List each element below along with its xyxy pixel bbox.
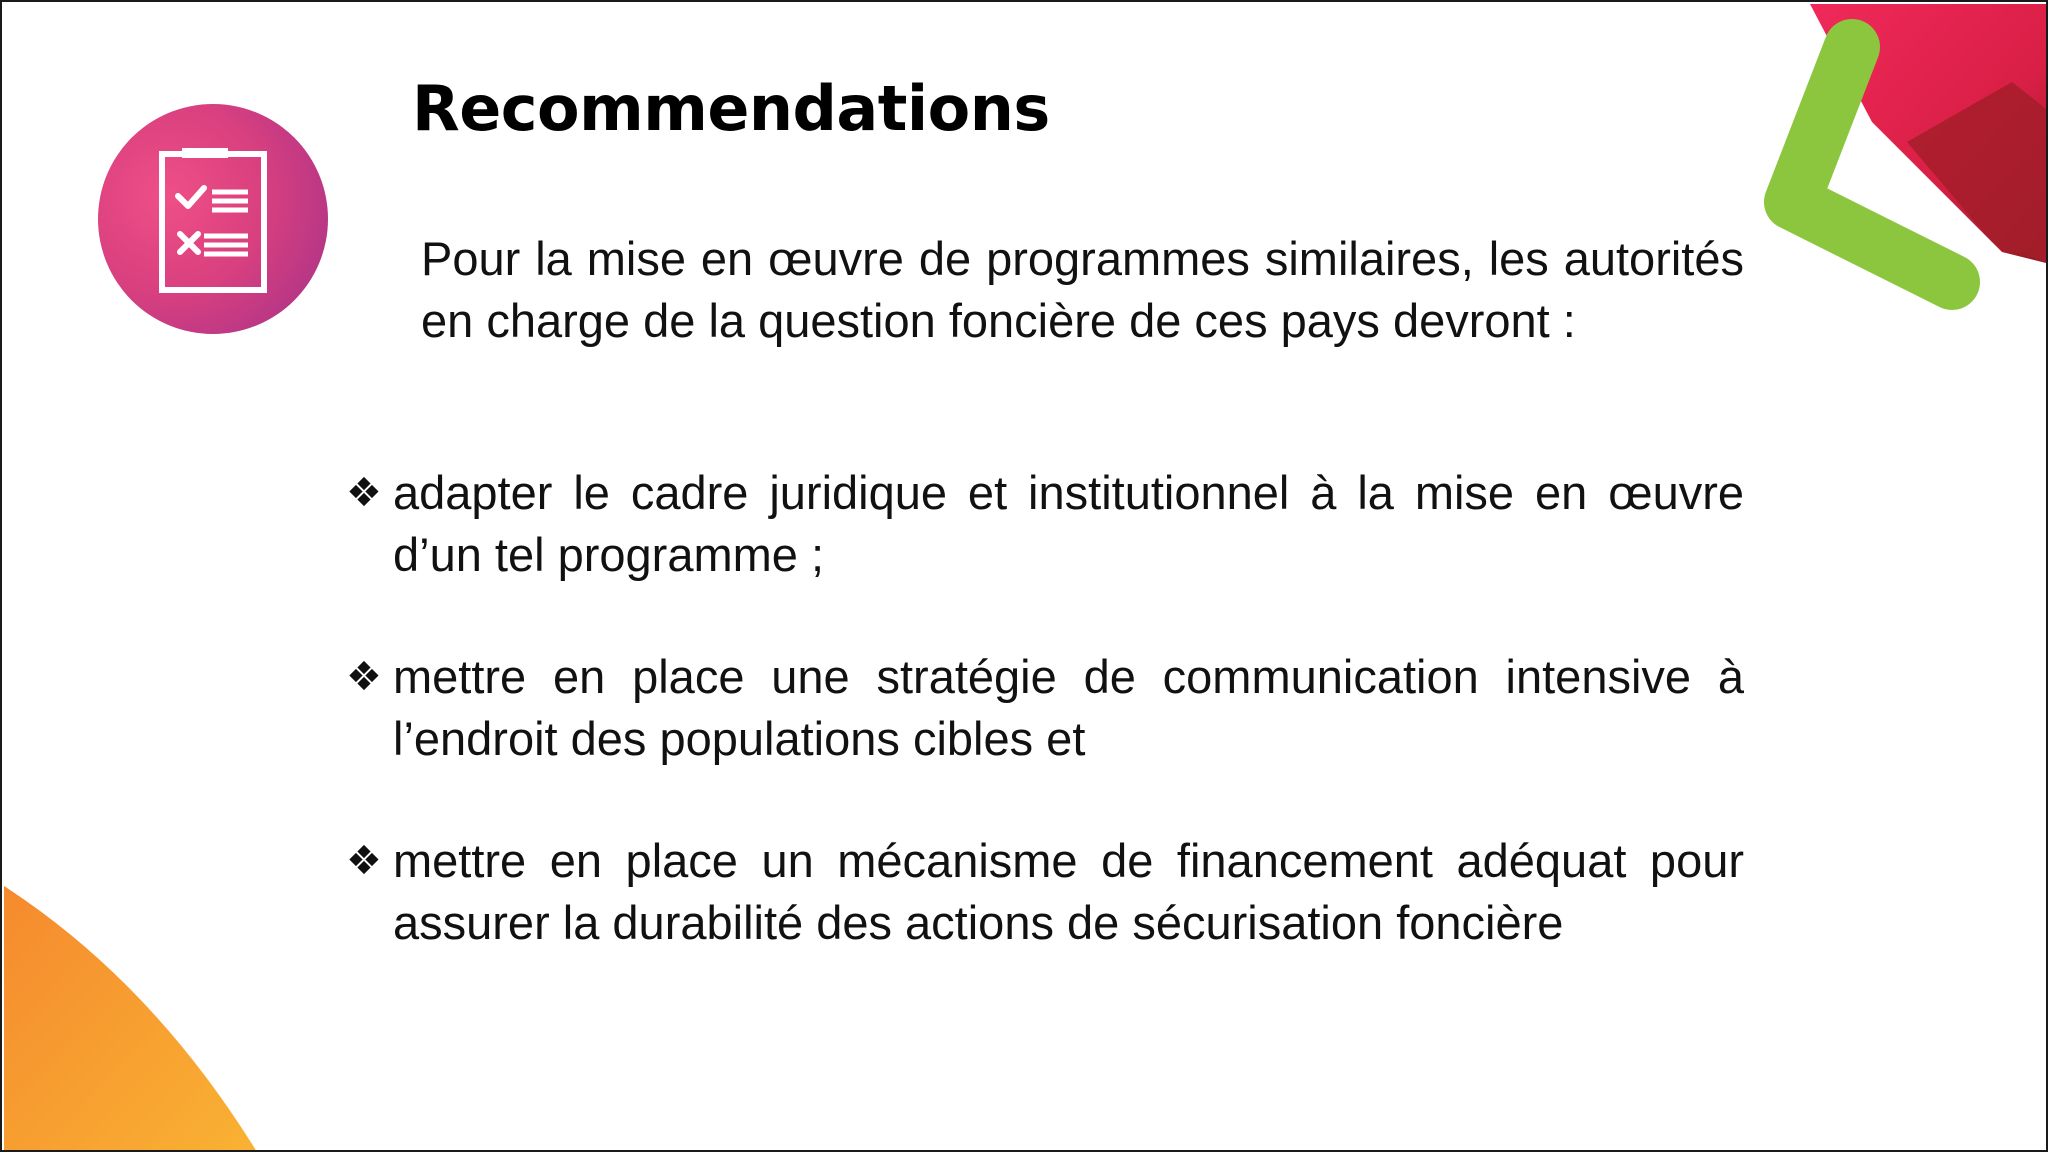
intro-paragraph: Pour la mise en œuvre de programmes similaires, les autorités en charge de la question foncière de ces pays devront : bbox=[421, 232, 1744, 347]
diamond-bullet-icon: ❖ bbox=[346, 470, 382, 516]
slide-title: Recommendations bbox=[412, 72, 1050, 145]
list-item bbox=[346, 462, 1744, 586]
diamond-bullet-icon: ❖ bbox=[346, 654, 382, 700]
bullet-list bbox=[346, 462, 1744, 1014]
diamond-bullet-icon: ❖ bbox=[346, 838, 382, 884]
bullet-text: mettre en place une stratégie de communication intensive à l’endroit des populations cibles et bbox=[393, 650, 1744, 765]
checklist-icon-badge bbox=[98, 104, 328, 334]
bullet-text: mettre en place un mécanisme de financement adéquat pour assurer la durabilité des actions de sécurisation foncière bbox=[393, 834, 1744, 949]
list-item bbox=[346, 830, 1744, 954]
bullet-text: adapter le cadre juridique et institutionnel à la mise en œuvre d’un tel programme ; bbox=[393, 466, 1744, 581]
corner-orange-shape bbox=[4, 886, 257, 1152]
checklist-icon bbox=[98, 104, 328, 334]
list-item bbox=[346, 646, 1744, 770]
